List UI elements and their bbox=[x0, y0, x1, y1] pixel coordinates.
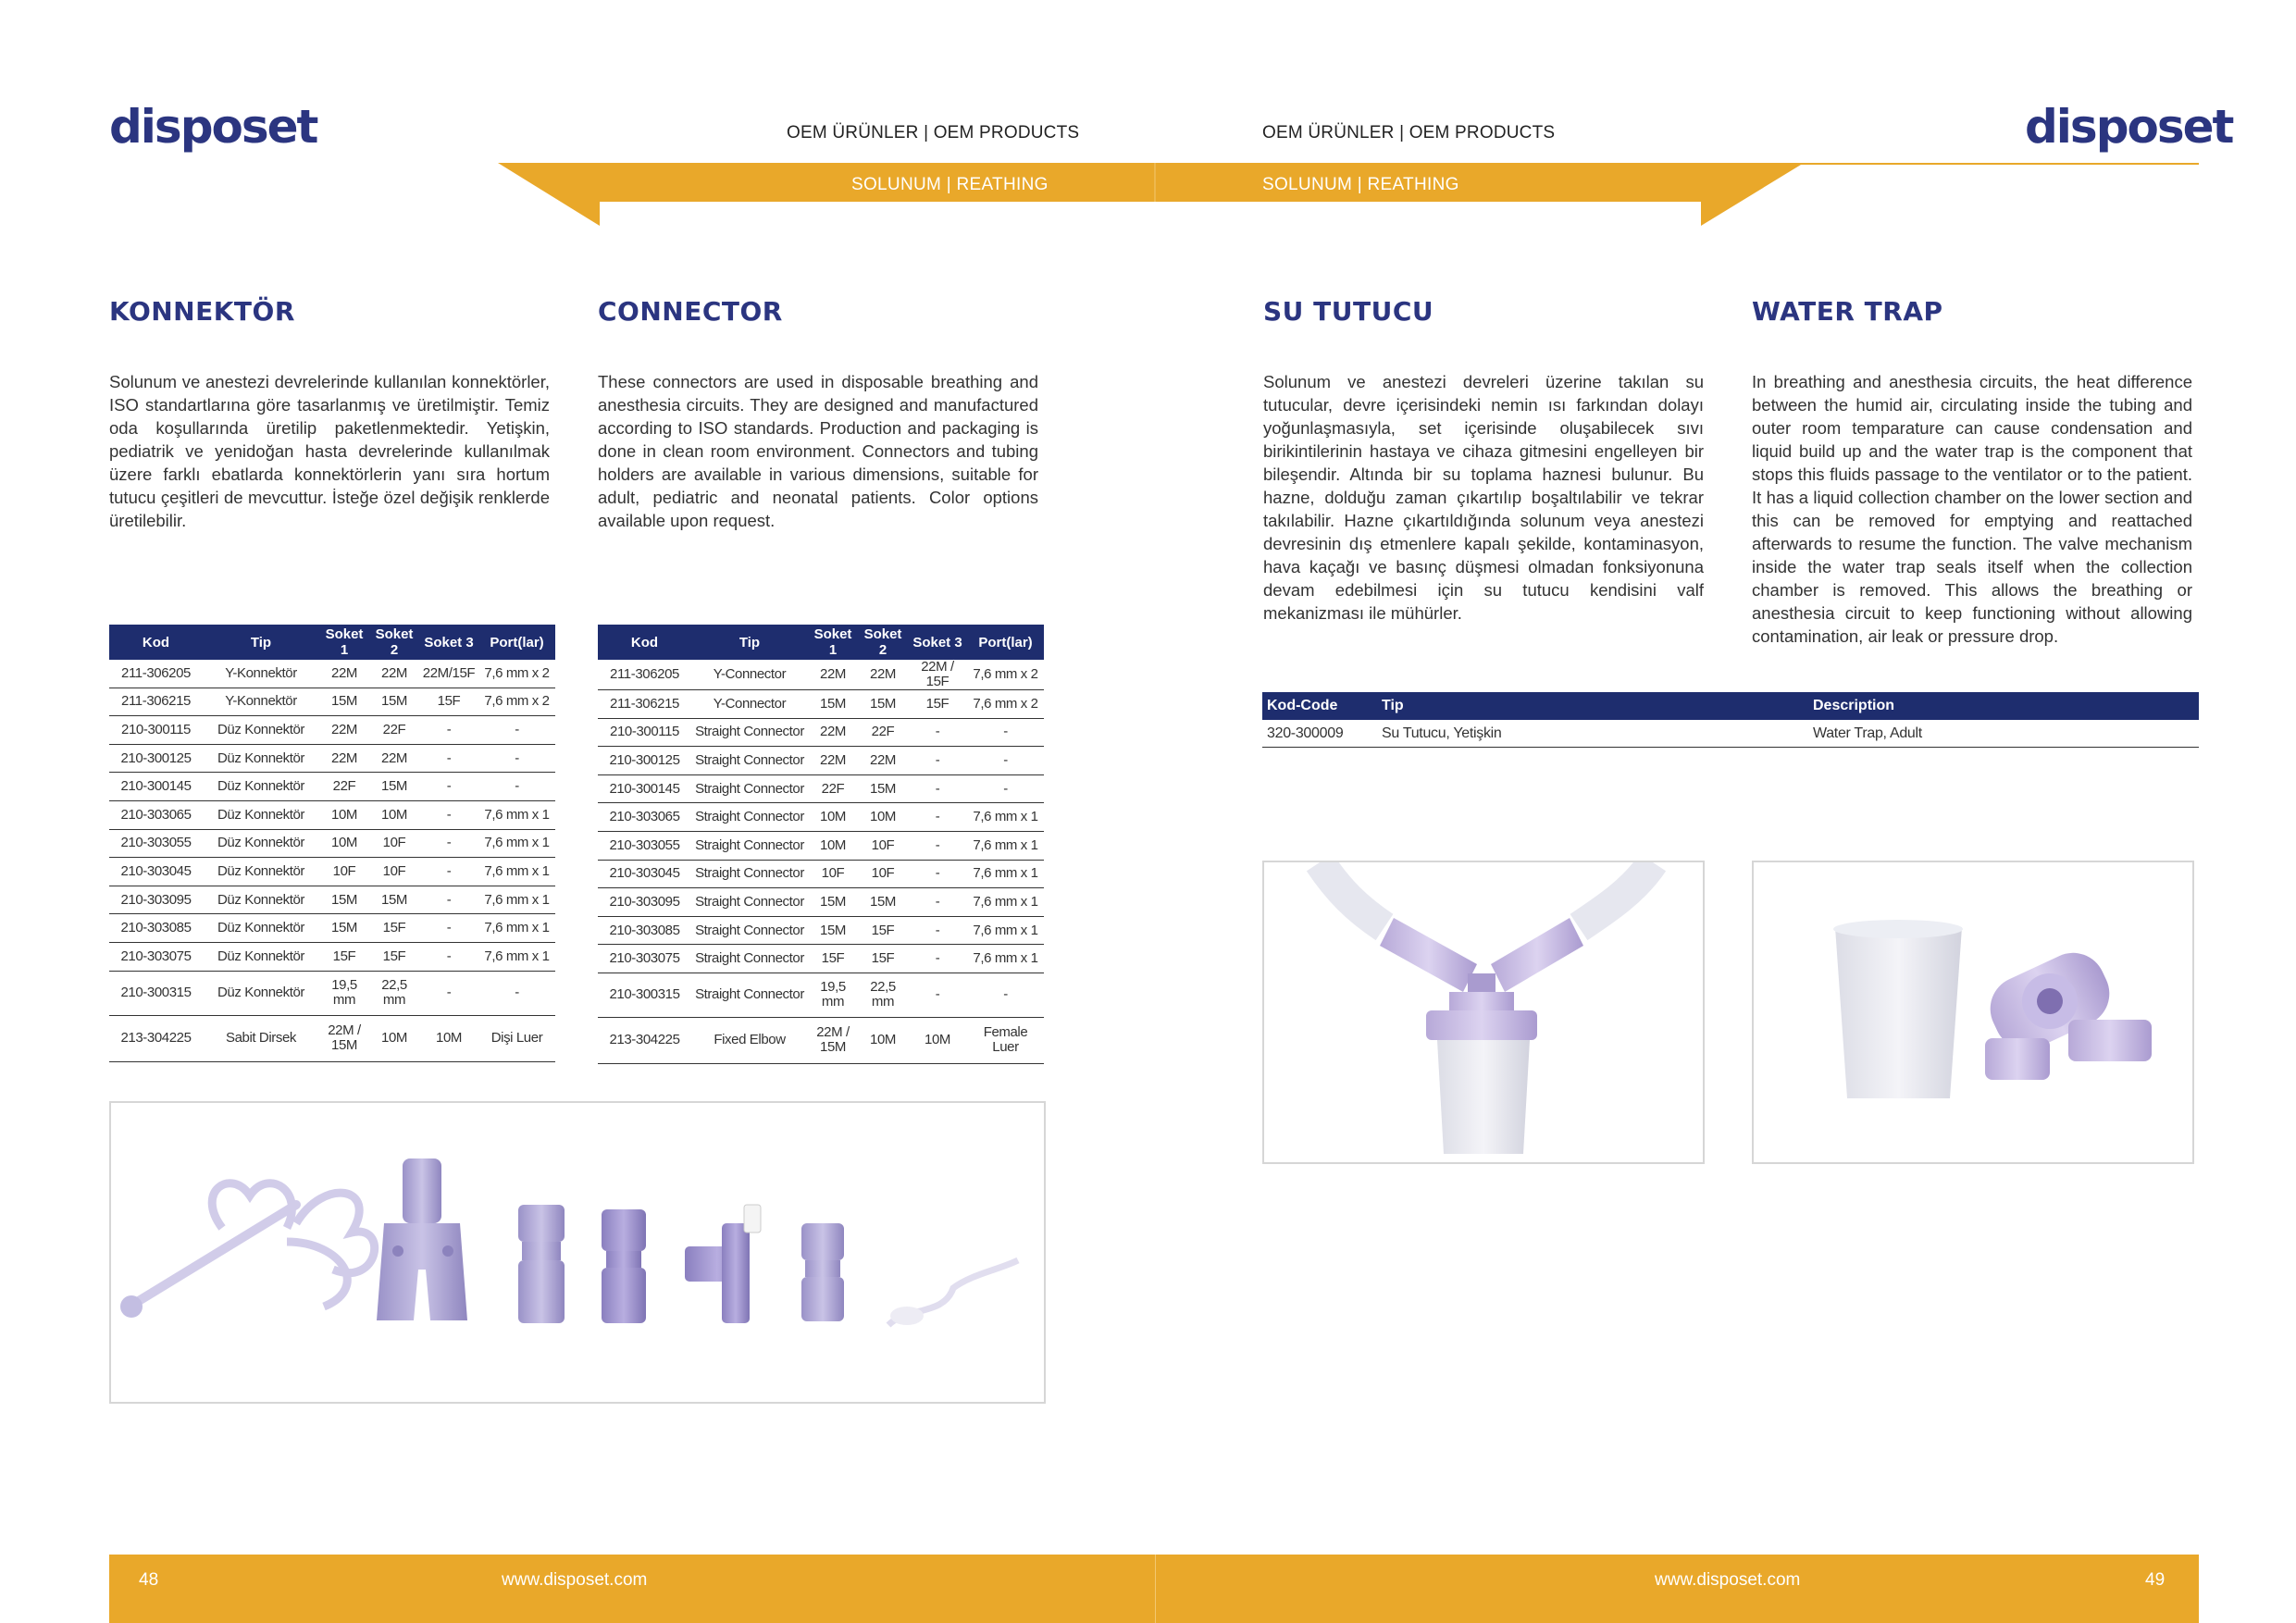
table-cell: 22M bbox=[858, 747, 908, 775]
table-cell: - bbox=[908, 747, 967, 775]
table-cell: 210-300315 bbox=[598, 973, 691, 1017]
table-cell: 10F bbox=[808, 860, 858, 888]
table-cell: 15M bbox=[319, 886, 369, 914]
table-row bbox=[109, 1015, 555, 1061]
table-cell: - bbox=[419, 942, 478, 971]
table-cell: 7,6 mm x 2 bbox=[967, 660, 1044, 690]
table-cell: 22M bbox=[858, 660, 908, 690]
table-cell: 7,6 mm x 1 bbox=[967, 916, 1044, 945]
table-cell: 22M bbox=[808, 660, 858, 690]
table-cell: Düz Konnektör bbox=[203, 744, 319, 773]
en-title-water-trap: WATER TRAP bbox=[1752, 296, 1943, 327]
table-cell: 211-306205 bbox=[598, 660, 691, 690]
table-cell: 15M bbox=[369, 688, 419, 716]
table-cell: Düz Konnektör bbox=[203, 886, 319, 914]
table-cell: Y-Connector bbox=[691, 690, 808, 719]
column-header: Kod bbox=[598, 625, 691, 660]
table-cell: 210-300145 bbox=[109, 773, 203, 801]
table-cell: 15F bbox=[319, 942, 369, 971]
brand-logo-left: disposet bbox=[109, 100, 317, 154]
table-cell: 210-303095 bbox=[598, 888, 691, 917]
tr-title-su-tutucu: SU TUTUCU bbox=[1263, 296, 1434, 327]
table-row bbox=[109, 744, 555, 773]
table-cell: 22M bbox=[319, 744, 369, 773]
water-trap-assembled-photo bbox=[1262, 861, 1705, 1164]
table-cell: 210-300125 bbox=[598, 747, 691, 775]
table-cell: 22M / 15F bbox=[908, 660, 967, 690]
table-cell: 7,6 mm x 1 bbox=[967, 831, 1044, 860]
table-cell: 22M / 15M bbox=[808, 1017, 858, 1063]
header-category-left: OEM ÜRÜNLER | OEM PRODUCTS bbox=[787, 123, 1080, 142]
table-cell: 15M bbox=[808, 690, 858, 719]
table-cell: - bbox=[419, 914, 478, 943]
table-row bbox=[598, 888, 1044, 917]
straight-connector-images bbox=[518, 1205, 844, 1323]
table-cell: 7,6 mm x 1 bbox=[478, 829, 555, 858]
table-cell: Y-Konnektör bbox=[203, 688, 319, 716]
table-cell: Straight Connector bbox=[691, 945, 808, 973]
table-cell: - bbox=[419, 858, 478, 886]
table-cell: 211-306215 bbox=[598, 690, 691, 719]
en-water-trap-description: In breathing and anesthesia circuits, the heat difference between the humid air, circulating inside the tubing and outer room temparature can cause condensation and liquid build up and the water trap is the component that stops this fluids passage to the ventilator or to the patient. It has a liquid collection chamber on the lower section and this can be removed for emptying and reattached afterwards to resume the function. The valve mechanism inside the water trap seals itself when the collection chamber is removed. This allows the breathing or anesthesia circuit to keep functioning without allowing contamination, air leak or pressure drop. bbox=[1752, 372, 2192, 646]
table-cell: Düz Konnektör bbox=[203, 858, 319, 886]
table-cell: 10M bbox=[808, 831, 858, 860]
footer-url-left[interactable]: www.disposet.com bbox=[502, 1570, 648, 1590]
table-row bbox=[598, 860, 1044, 888]
table-cell: Straight Connector bbox=[691, 774, 808, 803]
table-cell: - bbox=[478, 716, 555, 745]
table-cell: Düz Konnektör bbox=[203, 800, 319, 829]
table-cell: Straight Connector bbox=[691, 888, 808, 917]
table-cell: 7,6 mm x 1 bbox=[478, 942, 555, 971]
table-cell: Straight Connector bbox=[691, 803, 808, 832]
table-cell: - bbox=[908, 916, 967, 945]
table-cell: - bbox=[478, 773, 555, 801]
table-cell: 10M bbox=[908, 1017, 967, 1063]
table-cell: 22M bbox=[369, 744, 419, 773]
table-cell: - bbox=[908, 718, 967, 747]
table-row bbox=[598, 718, 1044, 747]
column-header: Description bbox=[1808, 692, 2199, 720]
table-cell: - bbox=[908, 774, 967, 803]
table-cell: 15M bbox=[808, 916, 858, 945]
table-row bbox=[109, 829, 555, 858]
table-cell: 22F bbox=[319, 773, 369, 801]
table-cell: Dişi Luer bbox=[478, 1015, 555, 1061]
table-row bbox=[109, 858, 555, 886]
column-header: Soket 2 bbox=[369, 625, 419, 660]
section-title-right: SOLUNUM | REATHING bbox=[1262, 175, 1459, 194]
tube-holder-image bbox=[120, 1183, 375, 1318]
table-cell: 10M bbox=[369, 1015, 419, 1061]
table-cell: 22M bbox=[319, 660, 369, 688]
table-header-row bbox=[109, 625, 555, 660]
table-row bbox=[598, 747, 1044, 775]
table-cell: 10F bbox=[858, 860, 908, 888]
column-header: Port(lar) bbox=[478, 625, 555, 660]
table-cell: 213-304225 bbox=[598, 1017, 691, 1063]
column-header: Soket 1 bbox=[319, 625, 369, 660]
tr-title-konnektor: KONNEKTÖR bbox=[109, 296, 295, 327]
table-header-row bbox=[1262, 692, 2199, 720]
table-cell: Straight Connector bbox=[691, 973, 808, 1017]
column-header: Tip bbox=[1377, 692, 1808, 720]
table-cell: Sabit Dirsek bbox=[203, 1015, 319, 1061]
table-cell: - bbox=[908, 831, 967, 860]
table-row bbox=[109, 800, 555, 829]
table-cell: 210-300115 bbox=[109, 716, 203, 745]
tr-water-trap-description: Solunum ve anestezi devreleri üzerine takılan su tutucular, devre içerisindeki nemin ısı farkından dolayı yoğunlaşmasıyla, set içerisinde oluşabilecek sıvı birikintilerinin hastaya ve cihaza gitmesini engelleyen bir bileşendir. Altında bir su toplama haznesi bulunur. Bu hazne, dolduğu zaman çıkartılıp boşaltılabilir ve tekrar takılabilir. Hazne çıkartıldığında solunum veya anestezi devresinin dış etmenlere kapalı şekilde, kontaminasyon, hava kaçağı ve basınç düşmesi olmadan fonksiyonuna devam edebilmesi için su tutucu kendisini valf mekanizması ile mühürler. bbox=[1263, 372, 1704, 623]
water-trap-table bbox=[1262, 692, 2199, 748]
table-cell: Y-Connector bbox=[691, 660, 808, 690]
table-cell: 320-300009 bbox=[1262, 720, 1377, 748]
table-row bbox=[598, 945, 1044, 973]
table-cell: 22,5 mm bbox=[858, 973, 908, 1017]
table-cell: 10M bbox=[858, 1017, 908, 1063]
table-cell: 19,5 mm bbox=[319, 971, 369, 1015]
table-cell: 210-303055 bbox=[598, 831, 691, 860]
table-cell: 210-300115 bbox=[598, 718, 691, 747]
table-cell: - bbox=[908, 973, 967, 1017]
table-cell: 22M / 15M bbox=[319, 1015, 369, 1061]
table-cell: 10M bbox=[319, 800, 369, 829]
table-cell: 211-306205 bbox=[109, 660, 203, 688]
en-title-connector: CONNECTOR bbox=[598, 296, 783, 327]
table-cell: Straight Connector bbox=[691, 860, 808, 888]
table-cell: 15M bbox=[319, 688, 369, 716]
table-cell: Straight Connector bbox=[691, 747, 808, 775]
table-row bbox=[109, 688, 555, 716]
y-connector-image bbox=[377, 1158, 467, 1320]
table-cell: - bbox=[419, 773, 478, 801]
footer-band bbox=[109, 1555, 2199, 1623]
table-cell: 210-303085 bbox=[598, 916, 691, 945]
column-header: Tip bbox=[691, 625, 808, 660]
table-cell: 22F bbox=[858, 718, 908, 747]
table-cell: 22M/15F bbox=[419, 660, 478, 688]
table-cell: 210-303065 bbox=[109, 800, 203, 829]
table-cell: 15F bbox=[858, 916, 908, 945]
table-cell: - bbox=[419, 744, 478, 773]
table-cell: 15F bbox=[858, 945, 908, 973]
table-cell: 15M bbox=[369, 886, 419, 914]
table-cell: 22F bbox=[808, 774, 858, 803]
page-number-right: 49 bbox=[2145, 1570, 2166, 1590]
table-cell: 15M bbox=[369, 773, 419, 801]
tr-description: Solunum ve anestezi devrelerinde kullanılan konnektörler, ISO standartlarına göre tasarlanmış ve üretilmiştir. Temiz oda koşullarında üretilip paketlenmektedir. Yetişkin, pediatrik ve yenidoğan hasta devrelerinde kullanılmak üzere farklı ebatlarda konnektörlerin yanı sıra hortum tutucu çeşitleri de mevcuttur. İsteğe özel değişik renklerde üretilebilir. bbox=[109, 372, 550, 530]
table-row bbox=[1262, 720, 2199, 748]
table-cell: 211-306215 bbox=[109, 688, 203, 716]
table-cell: - bbox=[419, 886, 478, 914]
table-cell: Y-Konnektör bbox=[203, 660, 319, 688]
column-header: Soket 3 bbox=[908, 625, 967, 660]
table-cell: 22M bbox=[319, 716, 369, 745]
table-header-row bbox=[598, 625, 1044, 660]
table-cell: - bbox=[908, 945, 967, 973]
table-cell: 210-303045 bbox=[109, 858, 203, 886]
table-cell: 15M bbox=[319, 914, 369, 943]
table-cell: - bbox=[967, 747, 1044, 775]
table-cell: 15M bbox=[858, 774, 908, 803]
table-row bbox=[598, 831, 1044, 860]
table-cell: 210-303075 bbox=[598, 945, 691, 973]
table-cell: 210-303075 bbox=[109, 942, 203, 971]
table-cell: 213-304225 bbox=[109, 1015, 203, 1061]
table-cell: Düz Konnektör bbox=[203, 914, 319, 943]
table-cell: - bbox=[908, 888, 967, 917]
table-cell: 22M bbox=[808, 747, 858, 775]
table-cell: 210-300145 bbox=[598, 774, 691, 803]
table-cell: 7,6 mm x 1 bbox=[967, 888, 1044, 917]
table-cell: 210-300125 bbox=[109, 744, 203, 773]
page-number-left: 48 bbox=[139, 1570, 159, 1590]
table-cell: 15M bbox=[808, 888, 858, 917]
table-cell: 10F bbox=[369, 858, 419, 886]
table-cell: Düz Konnektör bbox=[203, 829, 319, 858]
table-cell: Düz Konnektör bbox=[203, 773, 319, 801]
table-cell: 15F bbox=[369, 942, 419, 971]
table-cell: 10F bbox=[369, 829, 419, 858]
table-cell: 7,6 mm x 2 bbox=[478, 688, 555, 716]
table-cell: 22,5 mm bbox=[369, 971, 419, 1015]
brand-logo-right: disposet bbox=[2025, 100, 2233, 154]
en-connector-table bbox=[598, 625, 1044, 1064]
table-cell: - bbox=[967, 774, 1044, 803]
table-cell: Straight Connector bbox=[691, 916, 808, 945]
table-cell: 210-303085 bbox=[109, 914, 203, 943]
table-cell: 10M bbox=[808, 803, 858, 832]
table-cell: Female Luer bbox=[967, 1017, 1044, 1063]
table-cell: 10F bbox=[319, 858, 369, 886]
table-row bbox=[109, 942, 555, 971]
table-row bbox=[109, 716, 555, 745]
table-row bbox=[109, 660, 555, 688]
nasal-cannula-image bbox=[888, 1260, 1018, 1325]
table-row bbox=[109, 914, 555, 943]
table-cell: Water Trap, Adult bbox=[1808, 720, 2199, 748]
table-cell: 15M bbox=[858, 888, 908, 917]
column-header: Soket 1 bbox=[808, 625, 858, 660]
table-row bbox=[598, 774, 1044, 803]
footer-url-right[interactable]: www.disposet.com bbox=[1655, 1570, 1801, 1590]
table-row bbox=[598, 1017, 1044, 1063]
table-cell: 210-303045 bbox=[598, 860, 691, 888]
header-category-right: OEM ÜRÜNLER | OEM PRODUCTS bbox=[1262, 123, 1556, 142]
table-cell: 7,6 mm x 1 bbox=[967, 945, 1044, 973]
table-cell: 7,6 mm x 1 bbox=[478, 858, 555, 886]
table-cell: 7,6 mm x 1 bbox=[967, 860, 1044, 888]
table-cell: Düz Konnektör bbox=[203, 942, 319, 971]
connector-products-illustration bbox=[111, 1103, 1044, 1402]
en-description: These connectors are used in disposable breathing and anesthesia circuits. They are designed and manufactured according to ISO standards. Production and packaging is done in clean room environment. Connectors and tubing holders are available in various dimensions, suitable for adult, pediatric and neonatal patients. Color options available upon request. bbox=[598, 372, 1038, 530]
section-title-left: SOLUNUM | REATHING bbox=[851, 175, 1049, 194]
table-cell: 15F bbox=[808, 945, 858, 973]
table-cell: 210-303055 bbox=[109, 829, 203, 858]
table-cell: 7,6 mm x 2 bbox=[478, 660, 555, 688]
table-cell: - bbox=[419, 829, 478, 858]
table-cell: - bbox=[419, 971, 478, 1015]
table-cell: Fixed Elbow bbox=[691, 1017, 808, 1063]
column-header: Soket 3 bbox=[419, 625, 478, 660]
table-cell: 7,6 mm x 1 bbox=[478, 914, 555, 943]
table-cell: - bbox=[419, 716, 478, 745]
table-cell: 7,6 mm x 1 bbox=[967, 803, 1044, 832]
table-cell: 7,6 mm x 1 bbox=[478, 886, 555, 914]
water-trap-assembled-illustration bbox=[1264, 862, 1703, 1162]
tr-connector-table bbox=[109, 625, 555, 1062]
table-cell: 10M bbox=[419, 1015, 478, 1061]
table-row bbox=[109, 886, 555, 914]
table-cell: 210-300315 bbox=[109, 971, 203, 1015]
table-cell: 22F bbox=[369, 716, 419, 745]
table-cell: 15F bbox=[419, 688, 478, 716]
column-header: Port(lar) bbox=[967, 625, 1044, 660]
table-row bbox=[598, 660, 1044, 690]
column-header: Tip bbox=[203, 625, 319, 660]
connector-products-photo bbox=[109, 1101, 1046, 1404]
table-cell: 15F bbox=[908, 690, 967, 719]
table-cell: - bbox=[478, 744, 555, 773]
table-cell: - bbox=[967, 718, 1044, 747]
header-band bbox=[0, 0, 2296, 241]
table-cell: 19,5 mm bbox=[808, 973, 858, 1017]
column-header: Kod-Code bbox=[1262, 692, 1377, 720]
table-row bbox=[598, 803, 1044, 832]
table-cell: 10F bbox=[858, 831, 908, 860]
table-row bbox=[109, 971, 555, 1015]
water-trap-disassembled-photo bbox=[1752, 861, 2194, 1164]
table-cell: 10M bbox=[369, 800, 419, 829]
table-cell: Straight Connector bbox=[691, 718, 808, 747]
table-cell: Düz Konnektör bbox=[203, 716, 319, 745]
water-trap-disassembled-illustration bbox=[1754, 862, 2192, 1162]
table-cell: 7,6 mm x 2 bbox=[967, 690, 1044, 719]
table-cell: 10M bbox=[319, 829, 369, 858]
table-cell: 210-303095 bbox=[109, 886, 203, 914]
column-header: Kod bbox=[109, 625, 203, 660]
table-cell: 22M bbox=[369, 660, 419, 688]
table-row bbox=[598, 916, 1044, 945]
table-cell: - bbox=[478, 971, 555, 1015]
table-cell: - bbox=[419, 800, 478, 829]
footer-divider bbox=[1155, 1555, 1156, 1623]
table-cell: - bbox=[967, 973, 1044, 1017]
column-header: Soket 2 bbox=[858, 625, 908, 660]
table-row bbox=[598, 973, 1044, 1017]
table-cell: 22M bbox=[808, 718, 858, 747]
table-cell: Straight Connector bbox=[691, 831, 808, 860]
table-cell: 15M bbox=[858, 690, 908, 719]
table-cell: Düz Konnektör bbox=[203, 971, 319, 1015]
table-cell: Su Tutucu, Yetişkin bbox=[1377, 720, 1808, 748]
table-cell: 10M bbox=[858, 803, 908, 832]
table-cell: 210-303065 bbox=[598, 803, 691, 832]
table-cell: 15F bbox=[369, 914, 419, 943]
table-cell: 7,6 mm x 1 bbox=[478, 800, 555, 829]
table-row bbox=[598, 690, 1044, 719]
table-row bbox=[109, 773, 555, 801]
table-cell: - bbox=[908, 860, 967, 888]
table-cell: - bbox=[908, 803, 967, 832]
